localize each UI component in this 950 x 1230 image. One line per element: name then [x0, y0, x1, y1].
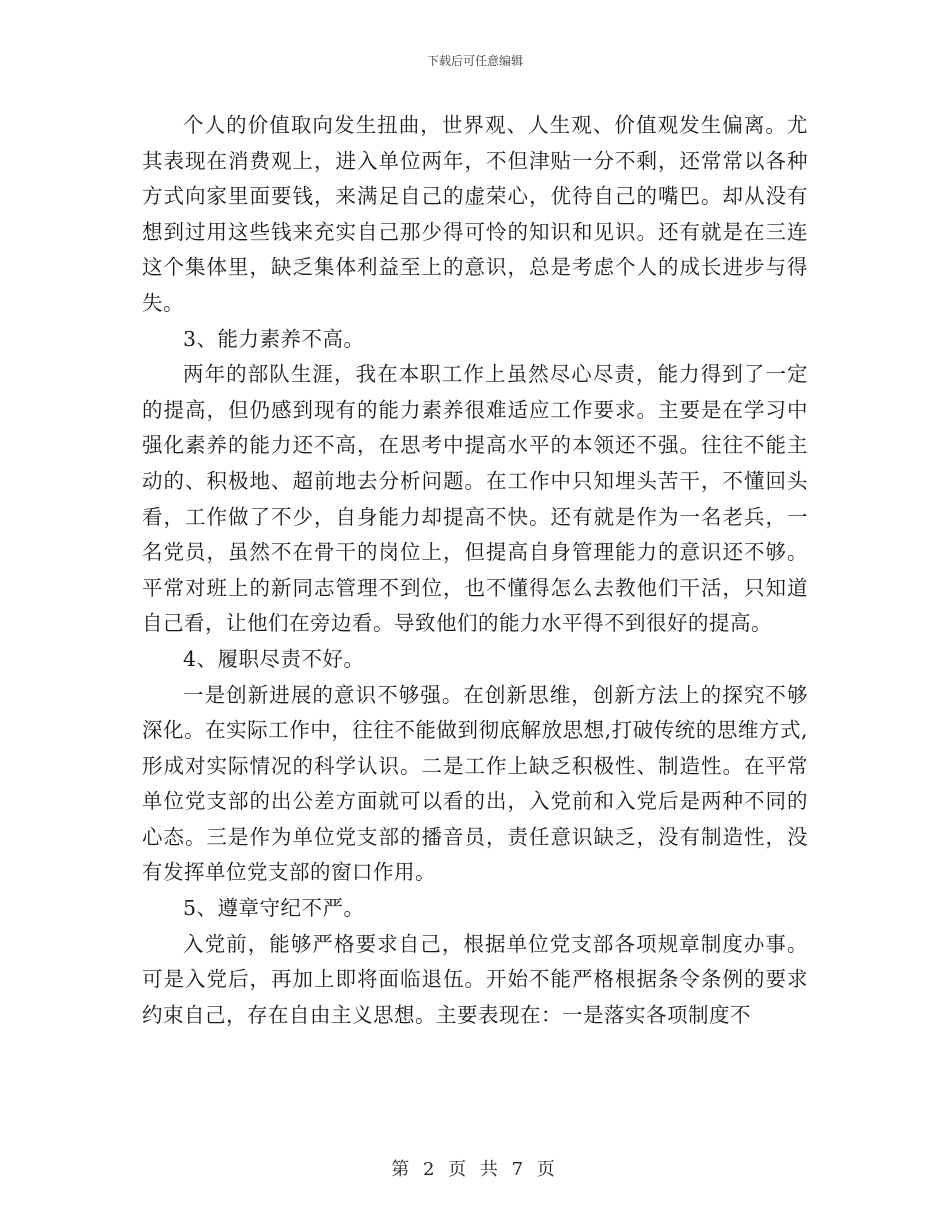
section-heading-3: 3、能力素养不高。: [183, 326, 365, 351]
paragraph-values-deviation: 个人的价值取向发生扭曲，世界观、人生观、价值观发生偏离。尤其表现在消费观上，进入单位两年，不但津贴一分不剩，还常常以各种方式向家里面要钱，来满足自己的虚荣心，优待自己的嘴巴。却从没有想到过用这些钱来充实自己那少得可怜的知识和见识。还有就是在三连这个集体里，缺乏集体利益至上的意识，总是考虑个人的成长进步与得失。: [142, 113, 808, 315]
paragraph-duty: 一是创新进展的意识不够强。在创新思维，创新方法上的探究不够深化。在实际工作中，往往不能做到彻底解放思想,打破传统的思维方式,形成对实际情况的科学认识。二是工作上缺乏积极性、制造性。在平常单位党支部的出公差方面就可以看的出，入党前和入党后是两种不同的心态。三是作为单位党支部的播音员，责任意识缺乏，没有制造性，没有发挥单位党支部的窗口作用。: [142, 682, 808, 885]
section-heading-4: 4、履职尽责不好。: [183, 646, 365, 671]
page-header: 下载后可任意编辑: [426, 54, 523, 68]
paragraph-discipline: 入党前，能够严格要求自己，根据单位党支部各项规章制度办事。可是入党后，再加上即将面临退伍。开始不能严格根据条令条例的要求约束自己，存在自由主义思想。主要表现在：一是落实各项制度不: [142, 931, 808, 1027]
document-body: [142, 108, 808, 1033]
paragraph-ability: 两年的部队生涯，我在本职工作上虽然尽心尽责，能力得到了一定的提高，但仍感到现有的能力素养很难适应工作要求。主要是在学习中强化素养的能力还不高，在思考中提高水平的本领还不强。往往不能主动的、积极地、超前地去分析问题。在工作中只知埋头苦干，不懂回头看，工作做了不少，自身能力却提高不快。还有就是作为一名老兵，一名党员，虽然不在骨干的岗位上，但提高自身管理能力的意识还不够。平常对班上的新同志管理不到位，也不懂得怎么去教他们干活，只知道自己看，让他们在旁边看。导致他们的能力水平得不到很好的提高。: [142, 362, 808, 636]
page-number-footer: 第 2 页 共 7 页: [391, 1159, 559, 1180]
section-heading-5: 5、遵章守纪不严。: [183, 896, 365, 921]
